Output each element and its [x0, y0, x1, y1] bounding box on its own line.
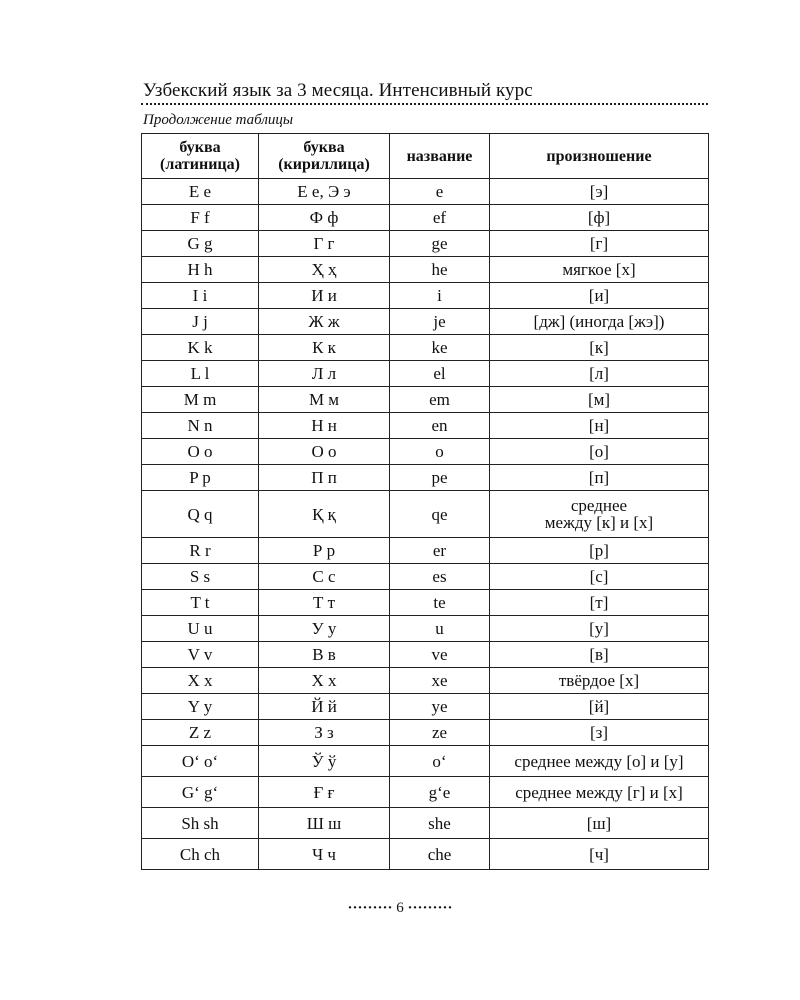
cell-latin: O‘ o‘ [142, 746, 259, 777]
cell-cyrillic: Г г [259, 231, 390, 257]
cell-name: pe [390, 465, 490, 491]
footer-dots-right: ········· [407, 900, 453, 916]
cell-latin: Sh sh [142, 808, 259, 839]
cell-name: i [390, 283, 490, 309]
cell-cyrillic: Р р [259, 538, 390, 564]
cell-pronunciation: [к] [490, 335, 709, 361]
cell-pronunciation: [и] [490, 283, 709, 309]
cell-pronunciation: среднее между [к] и [х] [490, 491, 709, 538]
table-row [142, 642, 709, 668]
cell-name: ve [390, 642, 490, 668]
table-row [142, 808, 709, 839]
cell-latin: Ch ch [142, 839, 259, 870]
cell-pronunciation: [л] [490, 361, 709, 387]
cell-cyrillic: Л л [259, 361, 390, 387]
cell-name: en [390, 413, 490, 439]
cell-cyrillic: И и [259, 283, 390, 309]
header-divider [141, 103, 708, 105]
cell-latin: R r [142, 538, 259, 564]
page-title: Узбекский язык за 3 месяца. Интенсивный курс [143, 80, 533, 101]
cell-cyrillic: Ч ч [259, 839, 390, 870]
cell-name: es [390, 564, 490, 590]
cell-latin: H h [142, 257, 259, 283]
page-number: 6 [396, 900, 404, 916]
cell-name: ke [390, 335, 490, 361]
table-row [142, 205, 709, 231]
cell-cyrillic: В в [259, 642, 390, 668]
table-row [142, 361, 709, 387]
cell-pronunciation: [н] [490, 413, 709, 439]
table-row [142, 491, 709, 538]
cell-pronunciation: [э] [490, 179, 709, 205]
table-row [142, 839, 709, 870]
cell-cyrillic: У у [259, 616, 390, 642]
cell-name: she [390, 808, 490, 839]
table-row [142, 335, 709, 361]
cell-latin: G g [142, 231, 259, 257]
cell-pronunciation: твёрдое [х] [490, 668, 709, 694]
table-row [142, 694, 709, 720]
table-row [142, 413, 709, 439]
cell-cyrillic: С с [259, 564, 390, 590]
cell-latin: K k [142, 335, 259, 361]
cell-pronunciation: [ф] [490, 205, 709, 231]
cell-pronunciation: [дж] (иногда [жэ]) [490, 309, 709, 335]
cell-name: ge [390, 231, 490, 257]
cell-name: o [390, 439, 490, 465]
cell-latin: S s [142, 564, 259, 590]
cell-name: ye [390, 694, 490, 720]
table-row [142, 538, 709, 564]
table-continuation-note: Продолжение таблицы [143, 112, 294, 128]
column-header-cyrillic: буква (кириллица) [259, 134, 390, 179]
cell-pronunciation: мягкое [х] [490, 257, 709, 283]
cell-name: che [390, 839, 490, 870]
cell-cyrillic: Ш ш [259, 808, 390, 839]
table-row [142, 668, 709, 694]
cell-latin: V v [142, 642, 259, 668]
page-footer [0, 900, 800, 917]
cell-pronunciation: [в] [490, 642, 709, 668]
cell-name: ef [390, 205, 490, 231]
table-row [142, 616, 709, 642]
cell-latin: U u [142, 616, 259, 642]
cell-name: em [390, 387, 490, 413]
table-row [142, 465, 709, 491]
cell-name: je [390, 309, 490, 335]
cell-latin: Y y [142, 694, 259, 720]
cell-pronunciation: среднее между [г] и [х] [490, 777, 709, 808]
cell-name: ze [390, 720, 490, 746]
cell-latin: L l [142, 361, 259, 387]
cell-latin: F f [142, 205, 259, 231]
cell-name: el [390, 361, 490, 387]
table-row [142, 590, 709, 616]
cell-pronunciation: [з] [490, 720, 709, 746]
cell-cyrillic: Х х [259, 668, 390, 694]
cell-name: qe [390, 491, 490, 538]
cell-latin: P p [142, 465, 259, 491]
cell-name: o‘ [390, 746, 490, 777]
cell-pronunciation: [п] [490, 465, 709, 491]
cell-cyrillic: Е е, Э э [259, 179, 390, 205]
cell-latin: M m [142, 387, 259, 413]
cell-cyrillic: Ғ ғ [259, 777, 390, 808]
table-row [142, 179, 709, 205]
cell-cyrillic: Т т [259, 590, 390, 616]
cell-latin: Q q [142, 491, 259, 538]
table-row [142, 309, 709, 335]
alphabet-table [141, 133, 709, 870]
column-header-name: название [390, 134, 490, 179]
cell-pronunciation: [у] [490, 616, 709, 642]
cell-pronunciation: [т] [490, 590, 709, 616]
table-row [142, 720, 709, 746]
table-row [142, 564, 709, 590]
footer-dots-left: ········· [347, 900, 393, 916]
cell-pronunciation: [ш] [490, 808, 709, 839]
cell-pronunciation: [с] [490, 564, 709, 590]
table-row [142, 387, 709, 413]
cell-pronunciation: [м] [490, 387, 709, 413]
column-header-pronunciation: произношение [490, 134, 709, 179]
cell-pronunciation: [г] [490, 231, 709, 257]
cell-latin: N n [142, 413, 259, 439]
cell-latin: J j [142, 309, 259, 335]
cell-cyrillic: З з [259, 720, 390, 746]
cell-cyrillic: П п [259, 465, 390, 491]
cell-cyrillic: Ў ў [259, 746, 390, 777]
table-row [142, 439, 709, 465]
cell-cyrillic: М м [259, 387, 390, 413]
cell-name: xe [390, 668, 490, 694]
cell-pronunciation: [й] [490, 694, 709, 720]
table-header-row [142, 134, 709, 179]
cell-name: e [390, 179, 490, 205]
cell-cyrillic: Й й [259, 694, 390, 720]
cell-cyrillic: Ж ж [259, 309, 390, 335]
cell-latin: E e [142, 179, 259, 205]
cell-cyrillic: Ҳ ҳ [259, 257, 390, 283]
cell-latin: O o [142, 439, 259, 465]
cell-latin: Z z [142, 720, 259, 746]
cell-pronunciation: [о] [490, 439, 709, 465]
cell-cyrillic: Ф ф [259, 205, 390, 231]
cell-pronunciation: [р] [490, 538, 709, 564]
table-row [142, 231, 709, 257]
cell-cyrillic: К к [259, 335, 390, 361]
cell-name: er [390, 538, 490, 564]
cell-cyrillic: Н н [259, 413, 390, 439]
cell-name: g‘e [390, 777, 490, 808]
cell-latin: T t [142, 590, 259, 616]
cell-name: he [390, 257, 490, 283]
cell-latin: G‘ g‘ [142, 777, 259, 808]
cell-pronunciation: [ч] [490, 839, 709, 870]
table-row [142, 257, 709, 283]
cell-cyrillic: О о [259, 439, 390, 465]
table-row [142, 777, 709, 808]
cell-latin: I i [142, 283, 259, 309]
column-header-latin: буква (латиница) [142, 134, 259, 179]
table-row [142, 283, 709, 309]
cell-name: te [390, 590, 490, 616]
cell-name: u [390, 616, 490, 642]
table-body [142, 179, 709, 870]
cell-pronunciation: среднее между [о] и [у] [490, 746, 709, 777]
cell-cyrillic: Қ қ [259, 491, 390, 538]
table-row [142, 746, 709, 777]
cell-latin: X x [142, 668, 259, 694]
